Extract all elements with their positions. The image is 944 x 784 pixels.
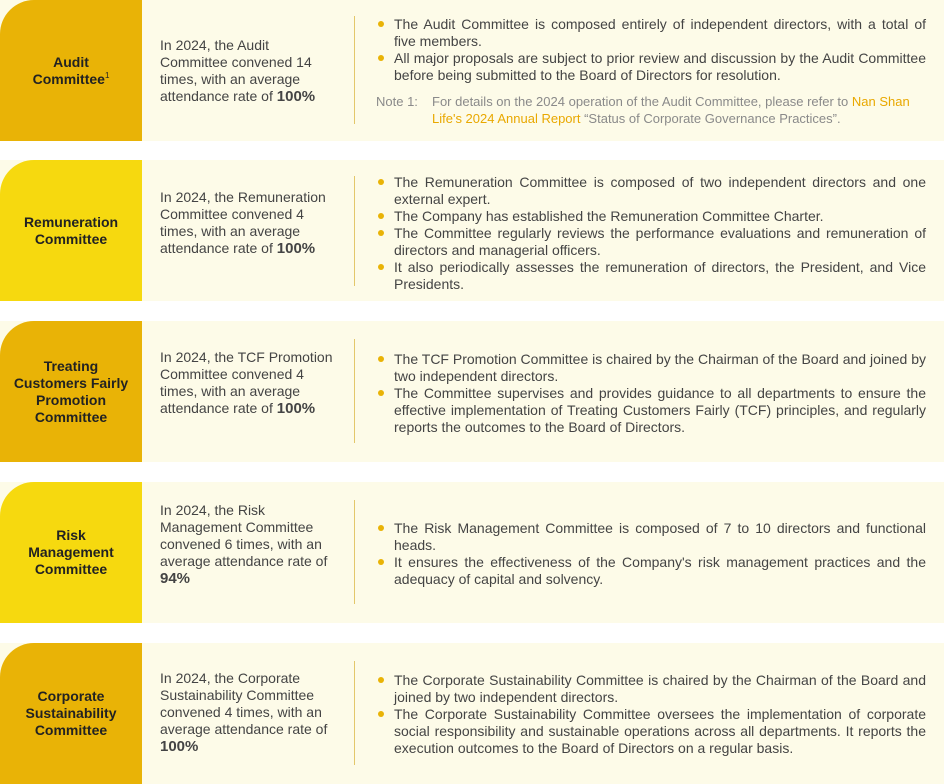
bullet-item: The Risk Management Committee is composed of 7 to 10 directors and functional heads. — [376, 520, 926, 554]
committee-bullets — [376, 16, 926, 84]
committee-bullets — [376, 174, 926, 293]
committee-bullets — [376, 351, 926, 436]
bullet-item: The Committee supervises and provides guidance to all departments to ensure the effective implementation of Treating Customers Fairly (TCF) principles, and regularly reports the outcomes to the Board of Directors. — [376, 385, 926, 436]
committee-summary — [160, 349, 340, 417]
bullet-item: It also periodically assesses the remuneration of directors, the President, and Vice Presidents. — [376, 259, 926, 293]
note-text: For details on the 2024 operation of the Audit Committee, please refer to — [432, 94, 852, 109]
committee-tab — [0, 482, 142, 623]
attendance-rate: 100% — [276, 240, 316, 257]
summary-text: In 2024, the Remuneration Committee convened 4 times, with an average attendance rate of — [160, 189, 326, 256]
committee-row-risk — [0, 482, 944, 623]
committee-name: Remuneration Committee — [23, 213, 119, 247]
committee-summary — [160, 189, 340, 257]
committee-row-sustainability — [0, 643, 944, 784]
divider — [354, 16, 355, 124]
footnote — [376, 93, 926, 127]
footnote-marker: 1 — [104, 70, 110, 80]
bullet-item: The Audit Committee is composed entirely of independent directors, with a total of five members. — [376, 16, 926, 50]
summary-text: In 2024, the Corporate Sustainability Committee convened 4 times, with an average attendance rate of — [160, 670, 328, 737]
committee-tab — [0, 0, 142, 141]
committee-name: Audit Committee — [32, 53, 105, 87]
bullet-item: It ensures the effectiveness of the Company's risk management practices and the adequacy of capital and solvency. — [376, 554, 926, 588]
attendance-rate: 100% — [160, 738, 199, 755]
summary-text: In 2024, the TCF Promotion Committee convened 4 times, with an average attendance rate of — [160, 349, 333, 416]
committee-row-remuneration — [0, 160, 944, 301]
note-text-end: “Status of Corporate Governance Practices”. — [580, 111, 841, 126]
committee-tab — [0, 321, 142, 462]
divider — [354, 339, 355, 443]
summary-text: In 2024, the Risk Management Committee convened 6 times, with an average attendance rate of — [160, 502, 328, 569]
committee-name: Risk Management Committee — [28, 527, 114, 577]
committee-row-tcf — [0, 321, 944, 462]
committee-summary — [160, 37, 340, 105]
bullet-item: The Committee regularly reviews the performance evaluations and remuneration of directors and managerial officers. — [376, 225, 926, 259]
committee-summary — [160, 670, 340, 755]
attendance-rate: 100% — [276, 400, 316, 417]
bullet-item: The Corporate Sustainability Committee is chaired by the Chairman of the Board and joined by two independent directors. — [376, 672, 926, 706]
committee-tab — [0, 643, 142, 784]
attendance-rate: 100% — [276, 88, 316, 105]
annual-report-link[interactable]: Nan Shan Life's 2024 Annual Report — [432, 94, 910, 126]
committee-name: Corporate Sustainability Committee — [25, 688, 117, 738]
committee-name: Treating Customers Fairly Promotion Committee — [13, 357, 129, 425]
divider — [354, 661, 355, 765]
bullet-item: The Remuneration Committee is composed of two independent directors and one external expert. — [376, 174, 926, 208]
bullet-item: All major proposals are subject to prior review and discussion by the Audit Committee before being submitted to the Board of Directors for resolution. — [376, 50, 926, 84]
bullet-item: The TCF Promotion Committee is chaired by the Chairman of the Board and joined by two independent directors. — [376, 351, 926, 385]
attendance-rate: 94% — [160, 570, 191, 587]
bullet-item: The Corporate Sustainability Committee oversees the implementation of corporate social responsibility and sustainable operations across all departments. It reports the execution outcomes to the Board of Directors on a regular basis. — [376, 706, 926, 757]
divider — [354, 500, 355, 604]
committee-summary — [160, 502, 330, 587]
committee-bullets — [376, 520, 926, 588]
note-label: Note 1: — [376, 94, 418, 109]
summary-text: In 2024, the Audit Committee convened 14 times, with an average attendance rate of — [160, 37, 312, 104]
committee-tab — [0, 160, 142, 301]
divider — [354, 176, 355, 286]
committee-bullets — [376, 672, 926, 757]
bullet-item: The Company has established the Remuneration Committee Charter. — [376, 208, 926, 225]
committee-row-audit — [0, 0, 944, 141]
